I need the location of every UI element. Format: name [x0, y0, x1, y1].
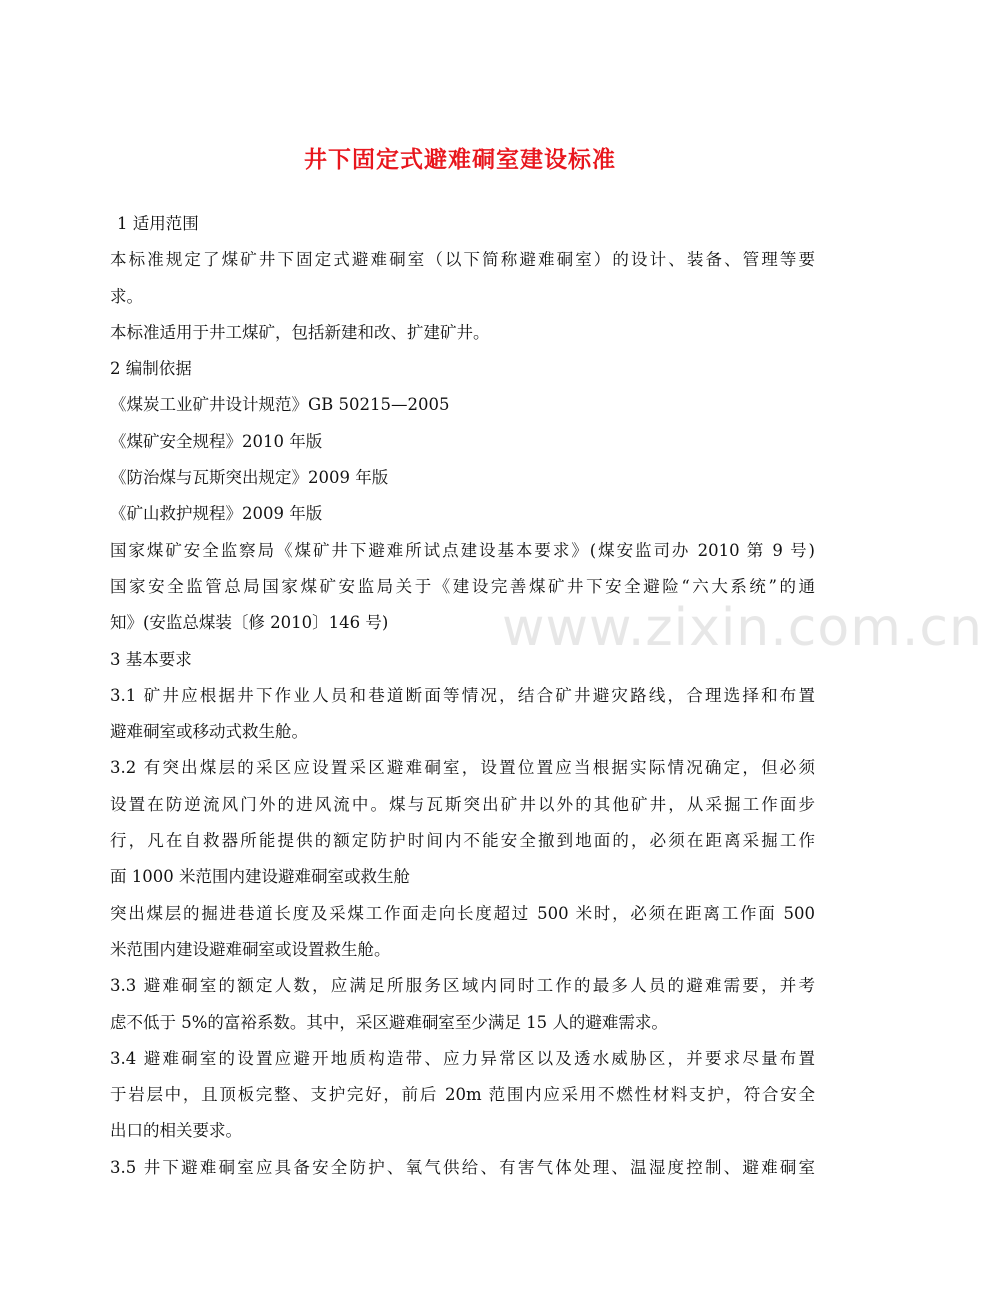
- text-line: 设置在防逆流风门外的进风流中。煤与瓦斯突出矿井以外的其他矿井，从采掘工作面步: [110, 794, 815, 814]
- text-line: 国家煤矿安全监察局《煤矿井下避难所试点建设基本要求》(煤安监司办 2010 第 9 号): [110, 540, 815, 560]
- text-line: 《煤矿安全规程》2010 年版: [110, 431, 323, 451]
- text-line: 米范围内建设避难硐室或设置救生舱。: [110, 939, 391, 959]
- text-line: 于岩层中，且顶板完整、支护完好，前后 20m 范围内应采用不燃性材料支护，符合安全: [110, 1085, 815, 1105]
- text-line: 3.4 避难硐室的设置应避开地质构造带、应力异常区以及透水威胁区，并要求尽量布置: [110, 1048, 815, 1068]
- text-line: 3.1 矿井应根据井下作业人员和巷道断面等情况，结合矿井避灾路线，合理选择和布置: [110, 685, 815, 705]
- text-line: 避难硐室或移动式救生舱。: [110, 722, 308, 742]
- text-line: 突出煤层的掘进巷道长度及采煤工作面走向长度超过 500 米时，必须在距离工作面 500: [110, 903, 815, 923]
- text-line: 《防治煤与瓦斯突出规定》2009 年版: [110, 468, 389, 488]
- body-text: [110, 206, 815, 1186]
- watermark: www.zixin.com.cn: [502, 598, 983, 658]
- text-line: 《煤炭工业矿井设计规范》GB 50215—2005: [110, 395, 450, 415]
- text-line: 3.3 避难硐室的额定人数，应满足所服务区域内同时工作的最多人员的避难需要，并考: [110, 976, 815, 996]
- text-line: 3.2 有突出煤层的采区应设置采区避难硐室，设置位置应当根据实际情况确定，但必须: [110, 758, 815, 778]
- page-title: 井下固定式避难硐室建设标准: [304, 147, 616, 173]
- text-line: 出口的相关要求。: [110, 1121, 242, 1141]
- text-line: 3 基本要求: [110, 649, 192, 669]
- text-line: 本标准适用于井工煤矿，包括新建和改、扩建矿井。: [110, 322, 490, 342]
- text-line: 1 适用范围: [117, 214, 199, 233]
- text-line: 本标准规定了煤矿井下固定式避难硐室（以下简称避难硐室）的设计、装备、管理等要: [110, 250, 815, 270]
- text-line: 《矿山救护规程》2009 年版: [110, 504, 323, 524]
- text-line: 知》(安监总煤装〔修 2010〕146 号): [110, 613, 389, 633]
- text-line: 2 编制依据: [110, 359, 192, 379]
- text-line: 行，凡在自救器所能提供的额定防护时间内不能安全撤到地面的，必须在距离采掘工作: [110, 831, 815, 851]
- text-line: 面 1000 米范围内建设避难硐室或救生舱: [110, 867, 410, 887]
- text-line: 虑不低于 5%的富裕系数。其中，采区避难硐室至少满足 15 人的避难需求。: [110, 1012, 668, 1032]
- text-line: 3.5 井下避难硐室应具备安全防护、氧气供给、有害气体处理、温湿度控制、避难硐室: [110, 1157, 815, 1177]
- text-line: 求。: [110, 286, 143, 306]
- text-line: 国家安全监管总局国家煤矿安监局关于《建设完善煤矿井下安全避险“六大系统”的通: [110, 576, 815, 596]
